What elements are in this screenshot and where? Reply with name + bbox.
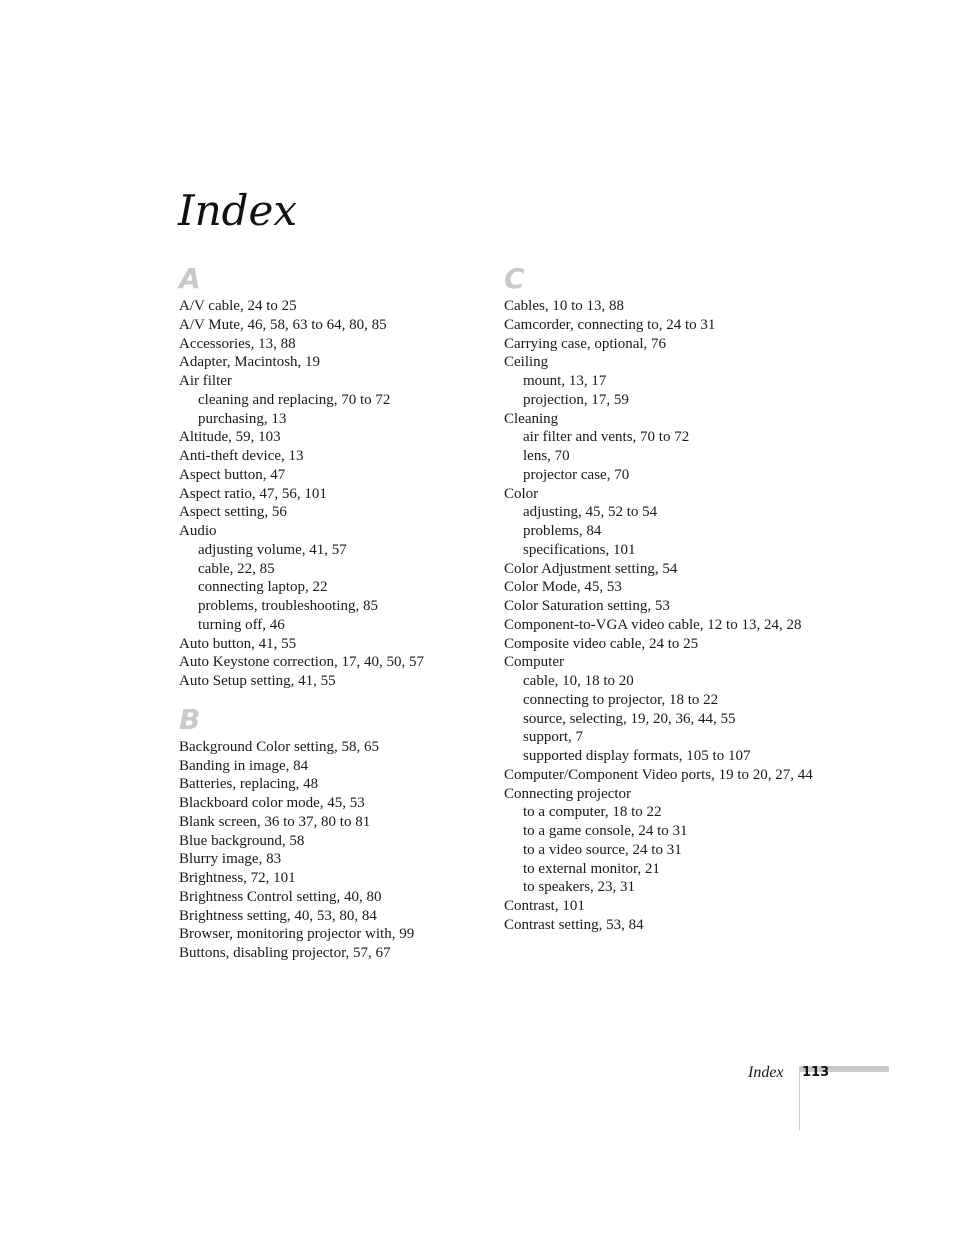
index-subentry: problems, 84 bbox=[523, 523, 602, 539]
index-subentry: projector case, 70 bbox=[523, 466, 630, 483]
index-entry: Banding in image, 84 bbox=[179, 757, 309, 774]
index-subentry: to a computer, 18 to 22 bbox=[523, 804, 662, 821]
index-entry: Blue background, 58 bbox=[179, 832, 305, 849]
index-entry: Audio bbox=[179, 523, 217, 539]
index-entry: Cables, 10 to 13, 88 bbox=[504, 298, 624, 314]
index-subentry: specifications, 101 bbox=[523, 541, 636, 558]
index-entry: Computer bbox=[504, 654, 564, 671]
index-entry: Auto Setup setting, 41, 55 bbox=[179, 673, 336, 689]
index-entry: Camcorder, connecting to, 24 to 31 bbox=[504, 316, 716, 333]
footer-section-label: Index bbox=[748, 1064, 784, 1081]
index-subentry: mount, 13, 17 bbox=[523, 373, 607, 389]
index-entry: Blackboard color mode, 45, 53 bbox=[179, 795, 365, 811]
footer-vertical-rule bbox=[799, 1066, 800, 1130]
index-entry: Carrying case, optional, 76 bbox=[504, 335, 667, 352]
index-subentry: support, 7 bbox=[523, 729, 583, 746]
index-entry: Buttons, disabling projector, 57, 67 bbox=[179, 945, 391, 961]
index-entry: Aspect button, 47 bbox=[179, 466, 286, 483]
index-entry: Browser, monitoring projector with, 99 bbox=[179, 926, 415, 943]
index-subentry: adjusting volume, 41, 57 bbox=[198, 541, 347, 558]
index-column-right bbox=[504, 262, 813, 935]
index-letter-group bbox=[504, 262, 813, 935]
index-letter-group bbox=[179, 262, 479, 691]
index-entry: Brightness Control setting, 40, 80 bbox=[179, 888, 382, 905]
section-letter-heading: C bbox=[504, 262, 525, 295]
index-entry: Adapter, Macintosh, 19 bbox=[179, 354, 321, 371]
index-subentry: lens, 70 bbox=[523, 448, 570, 464]
index-subentry: projection, 17, 59 bbox=[523, 391, 629, 408]
index-entry: Batteries, replacing, 48 bbox=[179, 776, 319, 793]
index-entry: Cleaning bbox=[504, 410, 559, 427]
index-entry: Color Adjustment setting, 54 bbox=[504, 560, 678, 577]
index-entry: Computer/Component Video ports, 19 to 20, 27, 44 bbox=[504, 766, 813, 783]
index-entry: Accessories, 13, 88 bbox=[179, 335, 296, 352]
index-subentry: cable, 10, 18 to 20 bbox=[523, 673, 634, 689]
section-letter-heading: B bbox=[179, 702, 201, 736]
index-subentry: to external monitor, 21 bbox=[523, 860, 660, 877]
index-subentry: to a video source, 24 to 31 bbox=[523, 841, 682, 858]
index-entry: Aspect ratio, 47, 56, 101 bbox=[179, 485, 327, 502]
index-entry: Color Saturation setting, 53 bbox=[504, 598, 670, 614]
index-entry: Auto Keystone correction, 17, 40, 50, 57 bbox=[179, 654, 424, 671]
page-title: Index bbox=[178, 186, 298, 235]
index-subentry: air filter and vents, 70 to 72 bbox=[523, 429, 690, 446]
index-entry: Contrast setting, 53, 84 bbox=[504, 916, 644, 933]
index-entry: Color bbox=[504, 485, 539, 502]
index-subentry: cable, 22, 85 bbox=[198, 560, 275, 577]
section-letter-heading: A bbox=[179, 262, 201, 295]
index-letter-group bbox=[179, 703, 479, 963]
index-entry: Blurry image, 83 bbox=[179, 851, 282, 868]
index-entry: Component-to-VGA video cable, 12 to 13, 24, 28 bbox=[504, 616, 802, 633]
index-subentry: connecting to projector, 18 to 22 bbox=[523, 691, 719, 708]
index-entry: Brightness setting, 40, 53, 80, 84 bbox=[179, 907, 377, 924]
index-entry: Air filter bbox=[179, 373, 232, 389]
index-subentry: turning off, 46 bbox=[198, 616, 285, 633]
index-subentry: to speakers, 23, 31 bbox=[523, 879, 636, 896]
index-entry: Contrast, 101 bbox=[504, 898, 585, 914]
page-number: 113 bbox=[802, 1065, 830, 1080]
index-entry: Auto button, 41, 55 bbox=[179, 635, 297, 652]
index-entry: A/V cable, 24 to 25 bbox=[179, 298, 297, 314]
index-subentry: to a game console, 24 to 31 bbox=[523, 823, 688, 839]
index-entry: Blank screen, 36 to 37, 80 to 81 bbox=[179, 813, 371, 830]
index-subentry: source, selecting, 19, 20, 36, 44, 55 bbox=[523, 710, 736, 727]
index-entry: A/V Mute, 46, 58, 63 to 64, 80, 85 bbox=[179, 316, 387, 333]
index-entry: Connecting projector bbox=[504, 785, 632, 802]
index-entry: Color Mode, 45, 53 bbox=[504, 579, 622, 596]
index-entry: Composite video cable, 24 to 25 bbox=[504, 635, 699, 652]
index-subentry: supported display formats, 105 to 107 bbox=[523, 748, 751, 764]
index-entry: Anti-theft device, 13 bbox=[179, 448, 304, 464]
index-subentry: adjusting, 45, 52 to 54 bbox=[523, 504, 658, 521]
index-subentry: connecting laptop, 22 bbox=[198, 579, 328, 596]
index-subentry: cleaning and replacing, 70 to 72 bbox=[198, 391, 391, 408]
index-entry: Aspect setting, 56 bbox=[179, 504, 287, 521]
index-subentry: purchasing, 13 bbox=[198, 410, 287, 427]
index-entry: Altitude, 59, 103 bbox=[179, 429, 281, 446]
index-entry: Background Color setting, 58, 65 bbox=[179, 738, 379, 755]
index-entry: Ceiling bbox=[504, 354, 549, 371]
index-column-left bbox=[179, 262, 479, 963]
index-subentry: problems, troubleshooting, 85 bbox=[198, 598, 378, 614]
index-entry: Brightness, 72, 101 bbox=[179, 870, 296, 886]
